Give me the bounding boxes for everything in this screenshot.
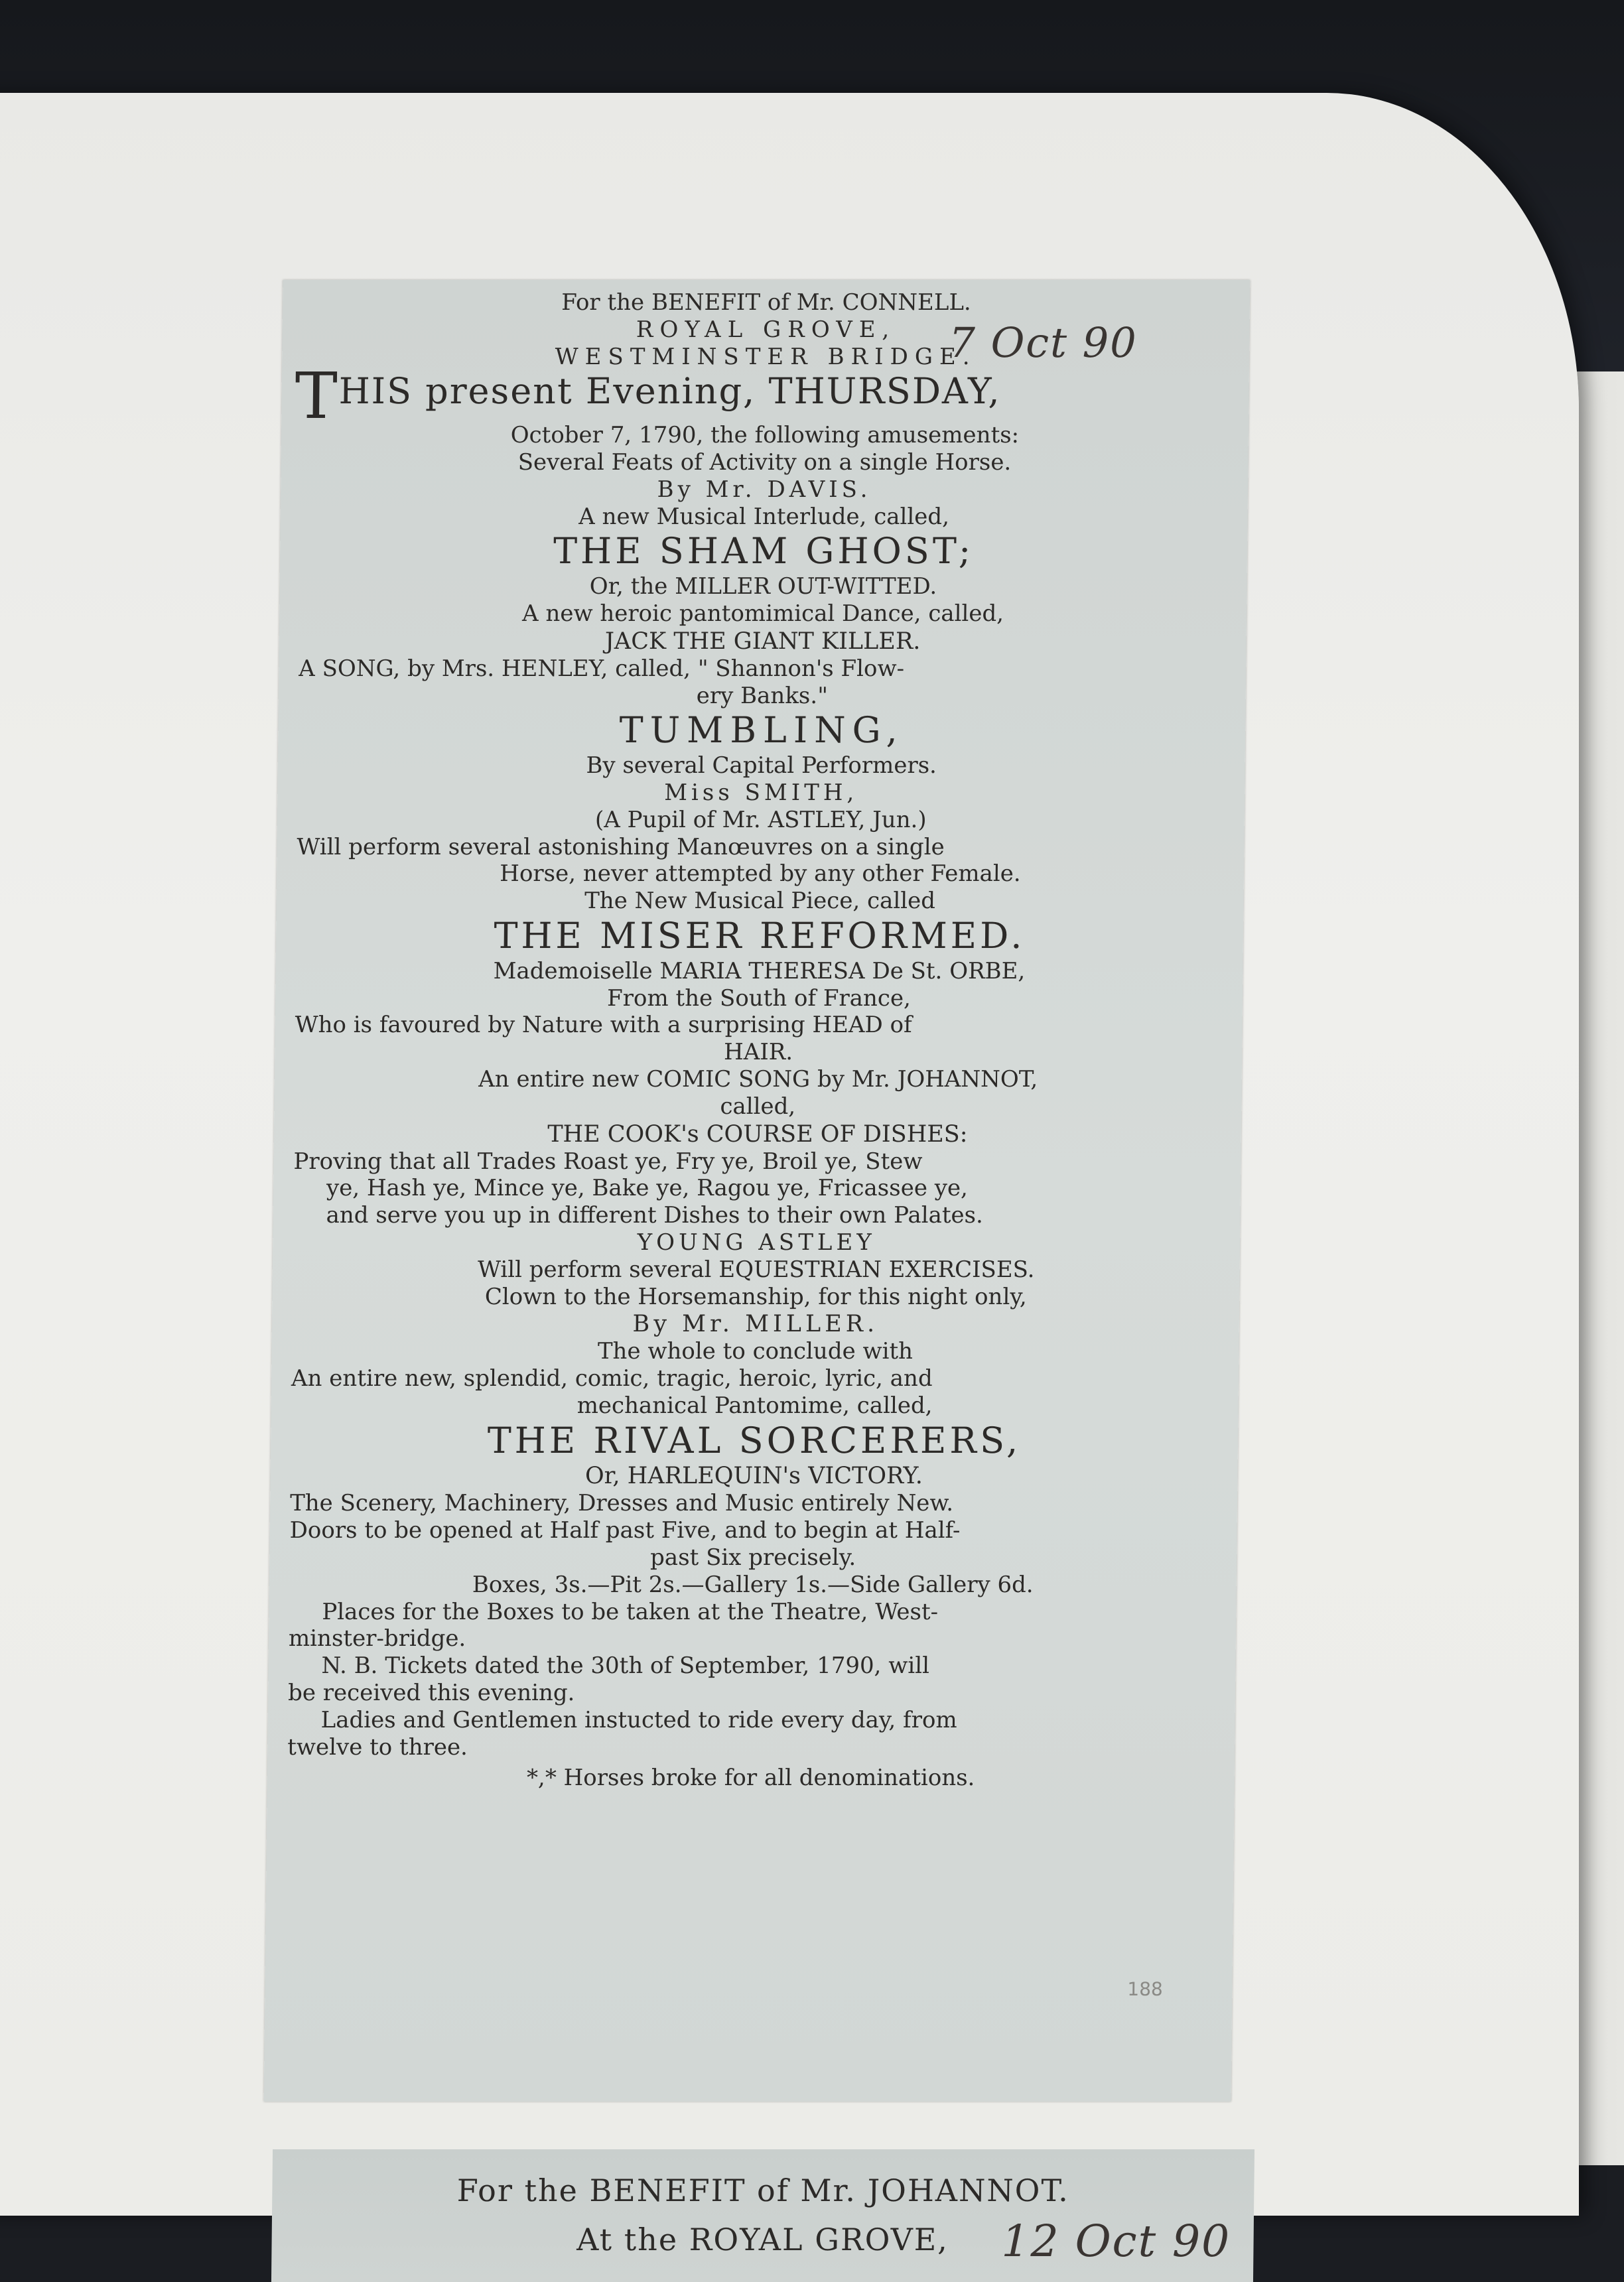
bill-line: mechanical Pantomime, called, [576,1392,933,1419]
bill-line: The New Musical Piece, called [584,888,936,915]
bill-line: From the South of France, [606,984,912,1012]
bill-line: Clown to the Horsemanship, for this night only, [484,1283,1028,1310]
bill-line: HAIR. [723,1039,793,1066]
bill-line: The whole to conclude with [597,1338,914,1365]
bill-line: THE MISER REFORMED. [494,914,1026,957]
bill-headline [294,359,1236,434]
pencil-note: 188 [1127,1978,1164,2000]
bill-line: At the ROYAL GROVE, [576,2221,949,2257]
bill-line: THE SHAM GHOST; [553,530,975,572]
handwritten-date: 7 Oct 90 [949,318,1138,367]
bill-line: The Scenery, Machinery, Dresses and Music entirely New. [289,1490,954,1517]
bill-line: YOUNG ASTLEY [637,1229,876,1256]
bill-line: By several Capital Performers. [586,752,937,779]
bill-line: twelve to three. [287,1733,468,1761]
bill-line: Or, HARLEQUIN's VICTORY. [584,1463,923,1490]
bill-line: WESTMINSTER BRIDGE. [555,343,977,370]
bill-line: minster-bridge. [288,1625,466,1652]
bill-line: Will perform several astonishing Manœuvres on a single [297,833,945,860]
playbill-text [281,288,1237,1792]
bill-line: be received this evening. [287,1680,575,1707]
bill-line: JACK THE GIANT KILLER. [604,628,921,655]
bill-line: Miss SMITH, [664,779,858,806]
handwritten-date: 12 Oct 90 [1001,2216,1231,2267]
bill-line: ROYAL GROVE, [636,316,896,343]
bill-line: *,* Horses broke for all denominations. [526,1765,975,1792]
bill-line: ery Banks." [696,682,829,709]
drop-cap: T [294,359,340,434]
bill-line: ye, Hash ye, Mince ye, Bake ye, Ragou ye, Fricassee ye, [326,1175,969,1202]
bill-line: HIS present Evening, THURSDAY, [338,370,1002,413]
bill-line: By Mr. DAVIS. [657,476,872,503]
bill-line: Proving that all Trades Roast ye, Fry ye, Broil ye, Stew [293,1148,923,1175]
bill-line: An entire new, splendid, comic, tragic, heroic, lyric, and [291,1365,933,1392]
book-page [0,93,1579,2267]
playbill-clipping-connell [264,280,1251,2102]
bill-line: For the BENEFIT of Mr. CONNELL. [561,289,972,316]
bill-line: Will perform several EQUESTRIAN EXERCISES. [477,1256,1035,1283]
bill-line: called, [720,1093,796,1120]
playbill-clipping-johannot [271,2149,1254,2282]
bill-line: Who is favoured by Nature with a surprising HEAD of [295,1012,912,1039]
bill-line: An entire new COMIC SONG by Mr. JOHANNOT, [478,1065,1038,1093]
bill-line: THE RIVAL SORCERERS, [487,1419,1022,1461]
bill-line: By Mr. MILLER. [632,1311,879,1338]
bill-line: Boxes, 3s.—Pit 2s.—Gallery 1s.—Side Gallery 6d. [472,1571,1034,1598]
bill-line: Or, the MILLER OUT-WITTED. [589,573,937,600]
bill-line: October 7, 1790, the following amusements: [510,422,1020,449]
bill-line: Doors to be opened at Half past Five, and to begin at Half- [289,1517,961,1544]
bill-line: A SONG, by Mrs. HENLEY, called, " Shannon's Flow- [299,655,905,682]
bill-line: and serve you up in different Dishes to their own Palates. [326,1202,984,1229]
bill-line: THE COOK's COURSE OF DISHES: [547,1120,968,1148]
bill-line: A new Musical Interlude, called, [578,503,950,530]
bill-line: TUMBLING, [619,709,905,752]
bill-line: Places for the Boxes to be taken at the Theatre, West- [322,1598,939,1625]
bill-line: Several Feats of Activity on a single Horse. [517,448,1012,476]
bill-line: Horse, never attempted by any other Female. [500,860,1021,888]
bill-line: past Six precisely. [649,1544,856,1572]
bill-line: Mademoiselle MARIA THERESA De St. ORBE, [493,957,1026,984]
bill-line: For the BENEFIT of Mr. JOHANNOT. [456,2173,1070,2208]
bill-line: Ladies and Gentlemen instucted to ride every day, from [320,1706,957,1733]
bill-line: A new heroic pantomimical Dance, called, [521,600,1004,627]
bill-line: (A Pupil of Mr. ASTLEY, Jun.) [594,806,927,833]
bill-line: N. B. Tickets dated the 30th of September, 1790, will [321,1652,930,1680]
